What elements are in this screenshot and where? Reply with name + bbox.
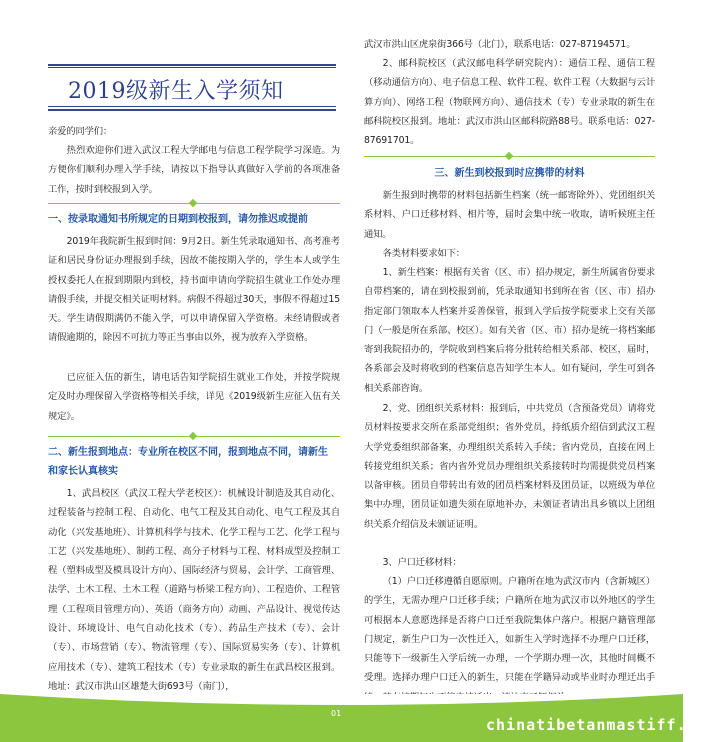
section-2-paragraph-1: 1、武昌校区（武汉工程大学老校区）：机械设计制造及其自动化、过程装备与控制工程、自动化、电气工程及其自动化、电气工程及其自动化（兴发基地班）、计算机科学与技术、化学工程与工艺、化学工程与工艺（兴发基地班）、制药工程、高分子材料与工程、材料成型及控制工程（塑料成型及模具设计方向）、国际经济与贸易、会计学、工商管理、法学、土木工程、土木工程（道路与桥梁工程方向）、工程造价、工程管理（工程项目管理方向）、英语（商务方向）动画、产品设计、视觉传达设计、环境设计、电气自动化技术（专）、药品生产技术（专）、会计（专）、市场营销（专）、物流管理（专）、国际贸易实务（专）、计算机应用技术（专）、建筑工程技术（专）专业录取的新生在武昌校区报到。地址：武汉市洪山区雄楚大街693号（南门）， [48, 488, 340, 692]
title-rule-top [48, 64, 336, 66]
section-2-heading-line-2: 和家长认真核实 [48, 466, 118, 477]
section-1-heading: 一、按录取通知书所规定的日期到校报到，请勿推迟或提前 [48, 214, 308, 225]
title-rule-bottom [48, 109, 336, 111]
campus-2-paragraph: 2、邮科院校区（武汉邮电科学研究院内）：通信工程、通信工程（移动通信方向）、电子信息工程、软件工程、软件工程（大数据与云计算方向）、网络工程（物联网方向）、通信技术（专）专业录取的新生在邮科院校区报到。地址：武汉市洪山区邮科院路88号。联系电话：027-87691701。 [364, 58, 655, 147]
divider-diamond [505, 152, 513, 160]
page-title: 2019级新生入学须知 [68, 79, 284, 104]
section-1-paragraph-2: 已应征入伍的新生，请电话告知学院招生就业工作处，并按学院规定及时办理保留入学资格等相关手续，详见《2019级新生应征入伍有关规定》。 [48, 372, 340, 422]
campus-1-address-cont: 武汉市洪山区虎泉街366号（北门），联系电话：027-87194571。 [364, 39, 636, 50]
watermark: chinatibetanmastiff.com [486, 716, 717, 734]
title-rule-top-thin [48, 67, 336, 68]
section-3-paragraph-2: 各类材料要求如下： [382, 248, 465, 259]
section-3-paragraph-3: 1、新生档案：根据有关省（区、市）招办规定，新生所属省份要求自带档案的，请在到校报到前，凭录取通知书到所在省（区、市）招办指定部门领取本人档案并妥善保管，报到入学后按学院要求上交有关部门（一般是所在系部、校区）。如有关省（区、市）招办是统一将档案邮寄到我院招办的，学院收到档案后将分批转给相关系部、校区，届时，各系部会及时将收到的档案信息告知学生本人。如有疑问，学生可到各相关系部咨询。 [364, 267, 655, 394]
divider-diamond [189, 199, 197, 207]
title-block [48, 62, 336, 112]
section-3-heading: 三、新生到校报到时应携带的材料 [434, 168, 585, 179]
section-3-paragraph-4: 2、党、团组织关系材料：报到后，中共党员（含预备党员）请将党员材料按要求交所在系部党组织；省外党员，持纸质介绍信到武汉工程大学党委组织部备案，办理组织关系转入手续；省内党员，直接在网上转接党组织关系；省内省外党员办理组织关系接转时均需提供党员档案以备审核。团员自带转出有效的团员档案材料及团员证，以班级为单位集中办理，团员证如遗失须在原地补办，未颁证者请出具乡镇以上团组织关系介绍信及未颁证证明。 [364, 403, 655, 530]
title-rule-bottom-thin [48, 106, 336, 107]
divider-diamond [189, 432, 197, 440]
section-1-paragraph-1: 2019年我院新生报到时间：9月2日。新生凭录取通知书、高考准考证和居民身份证办理报到手续，因故不能按期入学的，学生本人或学生授权委托人在报到期限内到校，持书面申请向学院招生就业工作处办理请假手续，并提交相关证明材料。病假不得超过30天，事假不得超过15天。学生请假期满仍不能入学，可以申请保留入学资格。未经请假或者请假逾期的，除因不可抗力等正当事由以外，视为放弃入学资格。 [48, 236, 340, 344]
intro-paragraph: 热烈欢迎你们进入武汉工程大学邮电与信息工程学院学习深造。为方便你们顺利办理入学手续，请按以下指导认真做好入学前的各项准备工作，按时到校报到入学。 [48, 145, 340, 195]
section-3-paragraph-6: （1）户口迁移遵循自愿原则。户籍所在地为武汉市内（含新城区）的学生，无需办理户口迁移手续；户籍所在地为武汉市以外地区的学生可根据本人意愿选择是否将户口迁至我院集体户落户。根据户籍管理部门规定，新生户口为一次性迁入，如新生入学时选择不办理户口迁移，只能等下一级新生入学后统一办理，一个学期办理一次，其他时间概不受理。选择办理户口迁入的新生，只能在学籍异动或毕业时办理迁出手 [364, 576, 655, 684]
section-2-heading-line-1: 二、新生报到地点：专业所在校区不同，报到地点不同，请新生 [48, 447, 328, 458]
section-3-paragraph-5: 3、户口迁移材料： [382, 557, 462, 568]
page-number: 01 [331, 709, 342, 718]
section-3-paragraph-1: 新生报到时携带的材料包括新生档案（统一邮寄除外）、党团组织关系材料、户口迁移材料、相片等，届时会集中统一收取，请听候班主任通知。 [364, 190, 655, 240]
greeting: 亲爱的同学们： [48, 126, 113, 137]
